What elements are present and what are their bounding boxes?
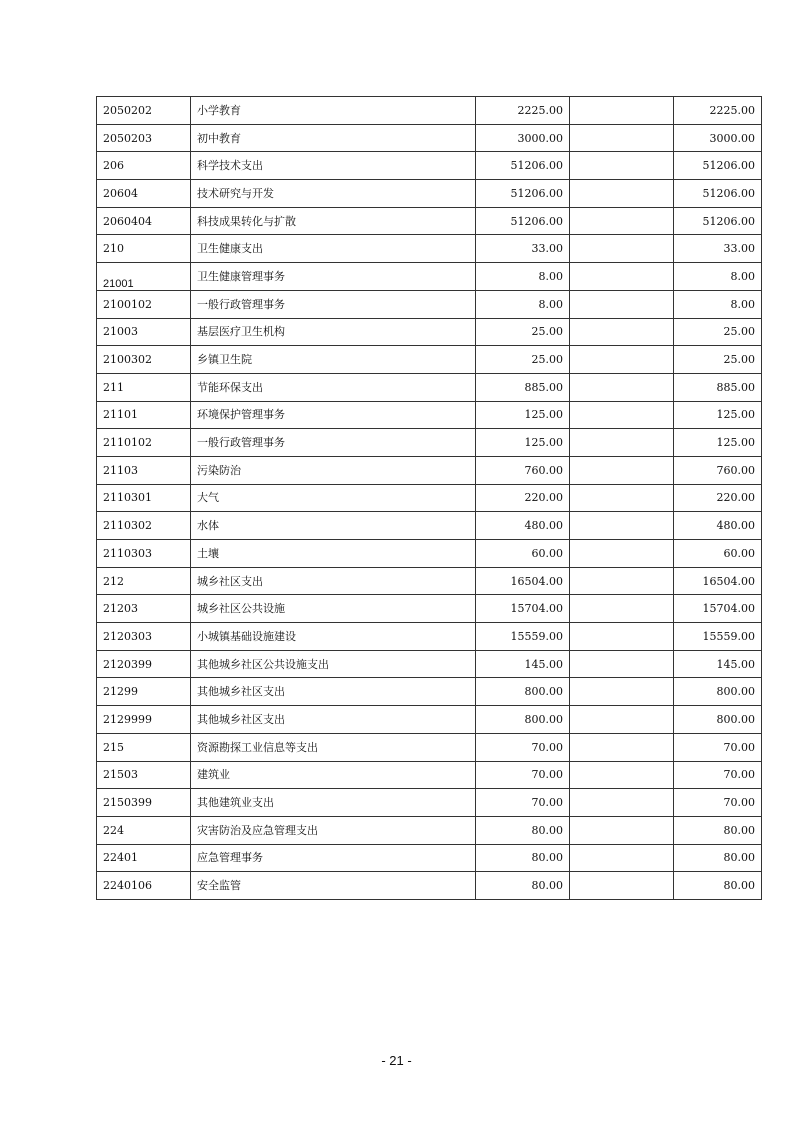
name-cell: 其他城乡社区支出 xyxy=(191,706,476,734)
table-row xyxy=(97,401,762,429)
table-row xyxy=(97,844,762,872)
code-cell: 215 xyxy=(97,733,191,761)
name-cell: 城乡社区支出 xyxy=(191,567,476,595)
table-row xyxy=(97,346,762,374)
project-cell: 8.00 xyxy=(674,263,762,291)
table-row xyxy=(97,872,762,900)
basic-cell xyxy=(570,844,674,872)
code-cell: 20604 xyxy=(97,180,191,208)
name-cell: 科学技术支出 xyxy=(191,152,476,180)
total-cell: 800.00 xyxy=(476,678,570,706)
basic-cell xyxy=(570,678,674,706)
basic-cell xyxy=(570,484,674,512)
code-cell: 206 xyxy=(97,152,191,180)
code-cell: 210 xyxy=(97,235,191,263)
table-row xyxy=(97,789,762,817)
total-cell: 51206.00 xyxy=(476,180,570,208)
code-cell: 21203 xyxy=(97,595,191,623)
project-cell: 80.00 xyxy=(674,872,762,900)
name-cell: 一般行政管理事务 xyxy=(191,290,476,318)
total-cell: 51206.00 xyxy=(476,207,570,235)
name-cell: 一般行政管理事务 xyxy=(191,429,476,457)
name-cell: 应急管理事务 xyxy=(191,844,476,872)
project-cell: 80.00 xyxy=(674,816,762,844)
table-body xyxy=(97,97,762,900)
table-row xyxy=(97,484,762,512)
total-cell: 15559.00 xyxy=(476,623,570,651)
table-row xyxy=(97,650,762,678)
table-row xyxy=(97,318,762,346)
name-cell: 污染防治 xyxy=(191,456,476,484)
basic-cell xyxy=(570,761,674,789)
basic-cell xyxy=(570,595,674,623)
table-row xyxy=(97,733,762,761)
table-row xyxy=(97,595,762,623)
name-cell: 安全监管 xyxy=(191,872,476,900)
name-cell: 建筑业 xyxy=(191,761,476,789)
code-cell: 2110302 xyxy=(97,512,191,540)
basic-cell xyxy=(570,567,674,595)
project-cell: 25.00 xyxy=(674,346,762,374)
project-cell: 70.00 xyxy=(674,789,762,817)
project-cell: 220.00 xyxy=(674,484,762,512)
table-row xyxy=(97,623,762,651)
basic-cell xyxy=(570,733,674,761)
project-cell: 51206.00 xyxy=(674,207,762,235)
table-row xyxy=(97,152,762,180)
name-cell: 其他建筑业支出 xyxy=(191,789,476,817)
total-cell: 70.00 xyxy=(476,733,570,761)
budget-table xyxy=(96,96,762,900)
total-cell: 8.00 xyxy=(476,290,570,318)
total-cell: 125.00 xyxy=(476,429,570,457)
basic-cell xyxy=(570,512,674,540)
code-cell: 224 xyxy=(97,816,191,844)
name-cell: 城乡社区公共设施 xyxy=(191,595,476,623)
total-cell: 25.00 xyxy=(476,346,570,374)
name-cell: 小学教育 xyxy=(191,97,476,125)
project-cell: 51206.00 xyxy=(674,152,762,180)
code-cell: 21001 xyxy=(97,263,191,291)
basic-cell xyxy=(570,540,674,568)
project-cell: 70.00 xyxy=(674,761,762,789)
basic-cell xyxy=(570,650,674,678)
table-row xyxy=(97,124,762,152)
code-cell: 2050202 xyxy=(97,97,191,125)
project-cell: 800.00 xyxy=(674,678,762,706)
code-cell: 2050203 xyxy=(97,124,191,152)
table-row xyxy=(97,816,762,844)
page-number: - 21 - xyxy=(381,1053,412,1068)
name-cell: 卫生健康管理事务 xyxy=(191,263,476,291)
name-cell: 大气 xyxy=(191,484,476,512)
name-cell: 科技成果转化与扩散 xyxy=(191,207,476,235)
code-cell: 212 xyxy=(97,567,191,595)
total-cell: 15704.00 xyxy=(476,595,570,623)
total-cell: 800.00 xyxy=(476,706,570,734)
code-cell: 2110102 xyxy=(97,429,191,457)
name-cell: 小城镇基础设施建设 xyxy=(191,623,476,651)
project-cell: 70.00 xyxy=(674,733,762,761)
code-cell: 2110303 xyxy=(97,540,191,568)
basic-cell xyxy=(570,872,674,900)
name-cell: 节能环保支出 xyxy=(191,373,476,401)
total-cell: 25.00 xyxy=(476,318,570,346)
name-cell: 灾害防治及应急管理支出 xyxy=(191,816,476,844)
project-cell: 2225.00 xyxy=(674,97,762,125)
project-cell: 125.00 xyxy=(674,429,762,457)
project-cell: 480.00 xyxy=(674,512,762,540)
total-cell: 2225.00 xyxy=(476,97,570,125)
basic-cell xyxy=(570,180,674,208)
total-cell: 70.00 xyxy=(476,761,570,789)
basic-cell xyxy=(570,623,674,651)
code-cell: 21503 xyxy=(97,761,191,789)
project-cell: 16504.00 xyxy=(674,567,762,595)
total-cell: 33.00 xyxy=(476,235,570,263)
basic-cell xyxy=(570,124,674,152)
code-cell: 2110301 xyxy=(97,484,191,512)
total-cell: 220.00 xyxy=(476,484,570,512)
table-row xyxy=(97,540,762,568)
total-cell: 3000.00 xyxy=(476,124,570,152)
total-cell: 8.00 xyxy=(476,263,570,291)
basic-cell xyxy=(570,290,674,318)
table-row xyxy=(97,235,762,263)
name-cell: 水体 xyxy=(191,512,476,540)
project-cell: 885.00 xyxy=(674,373,762,401)
basic-cell xyxy=(570,263,674,291)
code-cell: 2120303 xyxy=(97,623,191,651)
project-cell: 760.00 xyxy=(674,456,762,484)
project-cell: 8.00 xyxy=(674,290,762,318)
basic-cell xyxy=(570,235,674,263)
table-row xyxy=(97,263,762,291)
total-cell: 70.00 xyxy=(476,789,570,817)
code-cell: 2060404 xyxy=(97,207,191,235)
project-cell: 33.00 xyxy=(674,235,762,263)
name-cell: 卫生健康支出 xyxy=(191,235,476,263)
project-cell: 80.00 xyxy=(674,844,762,872)
name-cell: 乡镇卫生院 xyxy=(191,346,476,374)
name-cell: 其他城乡社区支出 xyxy=(191,678,476,706)
table-row xyxy=(97,290,762,318)
total-cell: 80.00 xyxy=(476,872,570,900)
name-cell: 初中教育 xyxy=(191,124,476,152)
table-row xyxy=(97,761,762,789)
total-cell: 60.00 xyxy=(476,540,570,568)
code-cell: 2129999 xyxy=(97,706,191,734)
name-cell: 土壤 xyxy=(191,540,476,568)
code-cell: 2240106 xyxy=(97,872,191,900)
name-cell: 环境保护管理事务 xyxy=(191,401,476,429)
code-cell: 22401 xyxy=(97,844,191,872)
project-cell: 3000.00 xyxy=(674,124,762,152)
project-cell: 15559.00 xyxy=(674,623,762,651)
basic-cell xyxy=(570,789,674,817)
project-cell: 800.00 xyxy=(674,706,762,734)
code-cell: 21003 xyxy=(97,318,191,346)
code-cell: 21103 xyxy=(97,456,191,484)
table-row xyxy=(97,456,762,484)
basic-cell xyxy=(570,318,674,346)
code-cell: 211 xyxy=(97,373,191,401)
total-cell: 480.00 xyxy=(476,512,570,540)
basic-cell xyxy=(570,429,674,457)
project-cell: 25.00 xyxy=(674,318,762,346)
code-cell: 21101 xyxy=(97,401,191,429)
total-cell: 145.00 xyxy=(476,650,570,678)
basic-cell xyxy=(570,401,674,429)
table-row xyxy=(97,567,762,595)
code-cell: 2100102 xyxy=(97,290,191,318)
code-cell: 21299 xyxy=(97,678,191,706)
basic-cell xyxy=(570,346,674,374)
basic-cell xyxy=(570,706,674,734)
table-row xyxy=(97,429,762,457)
project-cell: 51206.00 xyxy=(674,180,762,208)
basic-cell xyxy=(570,373,674,401)
total-cell: 760.00 xyxy=(476,456,570,484)
total-cell: 80.00 xyxy=(476,816,570,844)
basic-cell xyxy=(570,816,674,844)
table-row xyxy=(97,97,762,125)
table-row xyxy=(97,373,762,401)
table-row xyxy=(97,512,762,540)
table-row xyxy=(97,207,762,235)
table-row xyxy=(97,706,762,734)
name-cell: 其他城乡社区公共设施支出 xyxy=(191,650,476,678)
code-cell: 2100302 xyxy=(97,346,191,374)
basic-cell xyxy=(570,207,674,235)
project-cell: 145.00 xyxy=(674,650,762,678)
total-cell: 51206.00 xyxy=(476,152,570,180)
code-cell: 2150399 xyxy=(97,789,191,817)
project-cell: 60.00 xyxy=(674,540,762,568)
total-cell: 885.00 xyxy=(476,373,570,401)
table-row xyxy=(97,180,762,208)
name-cell: 技术研究与开发 xyxy=(191,180,476,208)
name-cell: 资源勘探工业信息等支出 xyxy=(191,733,476,761)
project-cell: 125.00 xyxy=(674,401,762,429)
total-cell: 125.00 xyxy=(476,401,570,429)
basic-cell xyxy=(570,97,674,125)
basic-cell xyxy=(570,456,674,484)
name-cell: 基层医疗卫生机构 xyxy=(191,318,476,346)
total-cell: 16504.00 xyxy=(476,567,570,595)
basic-cell xyxy=(570,152,674,180)
code-cell: 2120399 xyxy=(97,650,191,678)
table-row xyxy=(97,678,762,706)
total-cell: 80.00 xyxy=(476,844,570,872)
project-cell: 15704.00 xyxy=(674,595,762,623)
